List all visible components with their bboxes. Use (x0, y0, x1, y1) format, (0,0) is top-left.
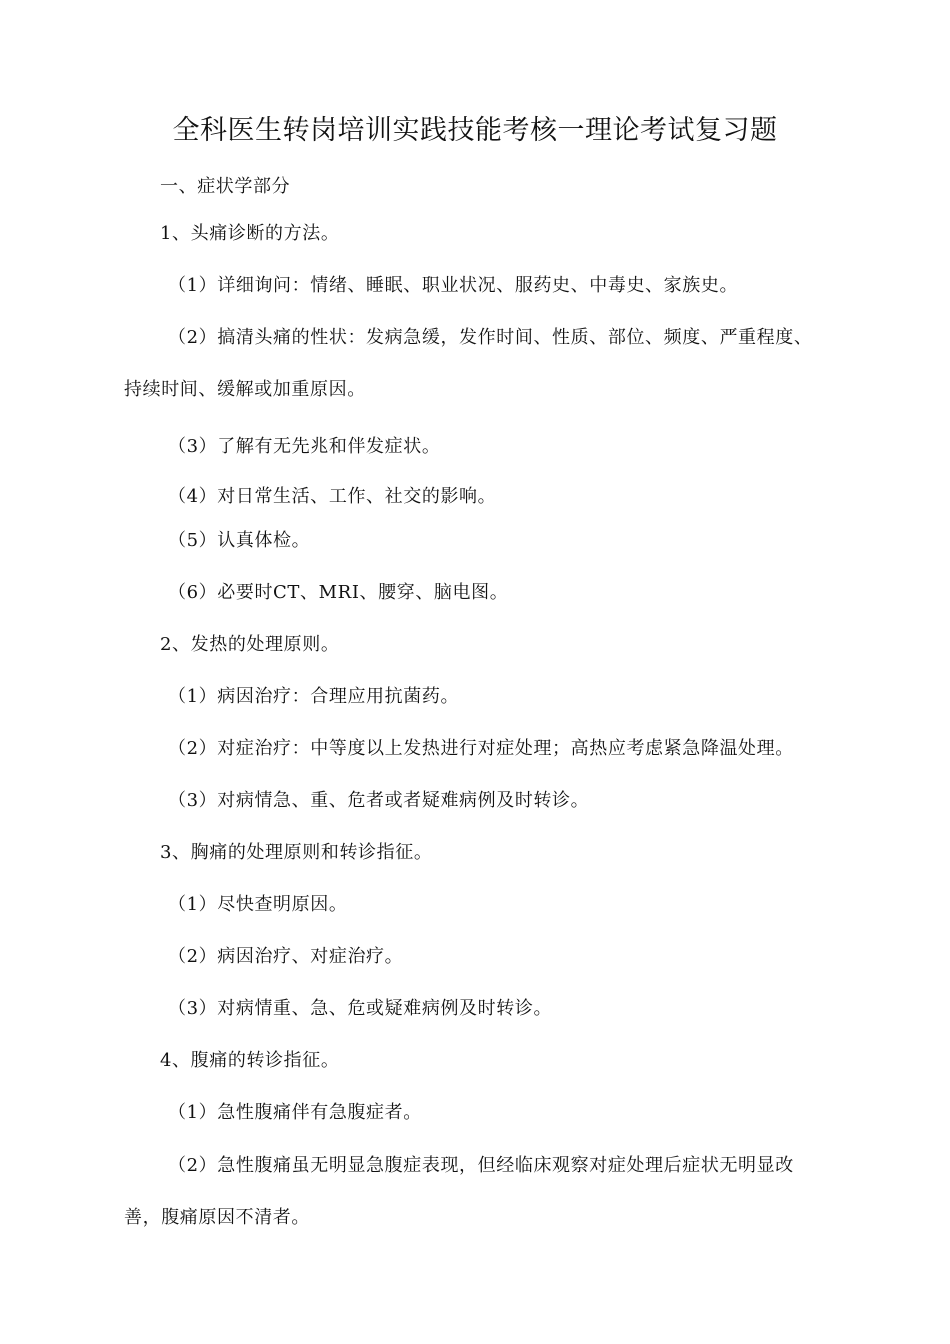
question-4: 4、腹痛的转诊指征。 (160, 1050, 340, 1071)
question-1-item-6: （6）必要时CT、MRI、腰穿、脑电图。 (168, 582, 509, 603)
question-3-item-2: （2）病因治疗、对症治疗。 (168, 946, 404, 967)
question-4-item-2: （2）急性腹痛虽无明显急腹症表现，但经临床观察对症处理后症状无明显改 (168, 1155, 794, 1176)
question-3-item-1: （1）尽快查明原因。 (168, 894, 348, 915)
question-4-item-1: （1）急性腹痛伴有急腹症者。 (168, 1102, 422, 1123)
question-1-item-4: （4）对日常生活、工作、社交的影响。 (168, 486, 497, 507)
question-1-item-3: （3）了解有无先兆和伴发症状。 (168, 436, 441, 457)
question-2-item-2: （2）对症治疗：中等度以上发热进行对症处理；高热应考虑紧急降温处理。 (168, 738, 794, 759)
question-2-item-1: （1）病因治疗：合理应用抗菌药。 (168, 686, 460, 707)
question-4-item-2-continuation: 善，腹痛原因不清者。 (124, 1207, 310, 1228)
question-2-item-3: （3）对病情急、重、危者或者疑难病例及时转诊。 (168, 790, 590, 811)
question-1: 1、头痛诊断的方法。 (160, 223, 340, 244)
question-1-item-2: （2）搞清头痛的性状：发病急缓，发作时间、性质、部位、频度、严重程度、 (168, 327, 813, 348)
question-2: 2、发热的处理原则。 (160, 634, 340, 655)
document-title: 全科医生转岗培训实践技能考核一理论考试复习题 (172, 115, 778, 146)
question-3: 3、胸痛的处理原则和转诊指征。 (160, 842, 433, 863)
section-heading: 一、症状学部分 (160, 176, 291, 197)
question-3-item-3: （3）对病情重、急、危或疑难病例及时转诊。 (168, 998, 553, 1019)
question-1-item-1: （1）详细询问：情绪、睡眠、职业状况、服药史、中毒史、家族史。 (168, 275, 739, 296)
question-1-item-2-continuation: 持续时间、缓解或加重原因。 (124, 379, 366, 400)
question-1-item-5: （5）认真体检。 (168, 530, 311, 551)
